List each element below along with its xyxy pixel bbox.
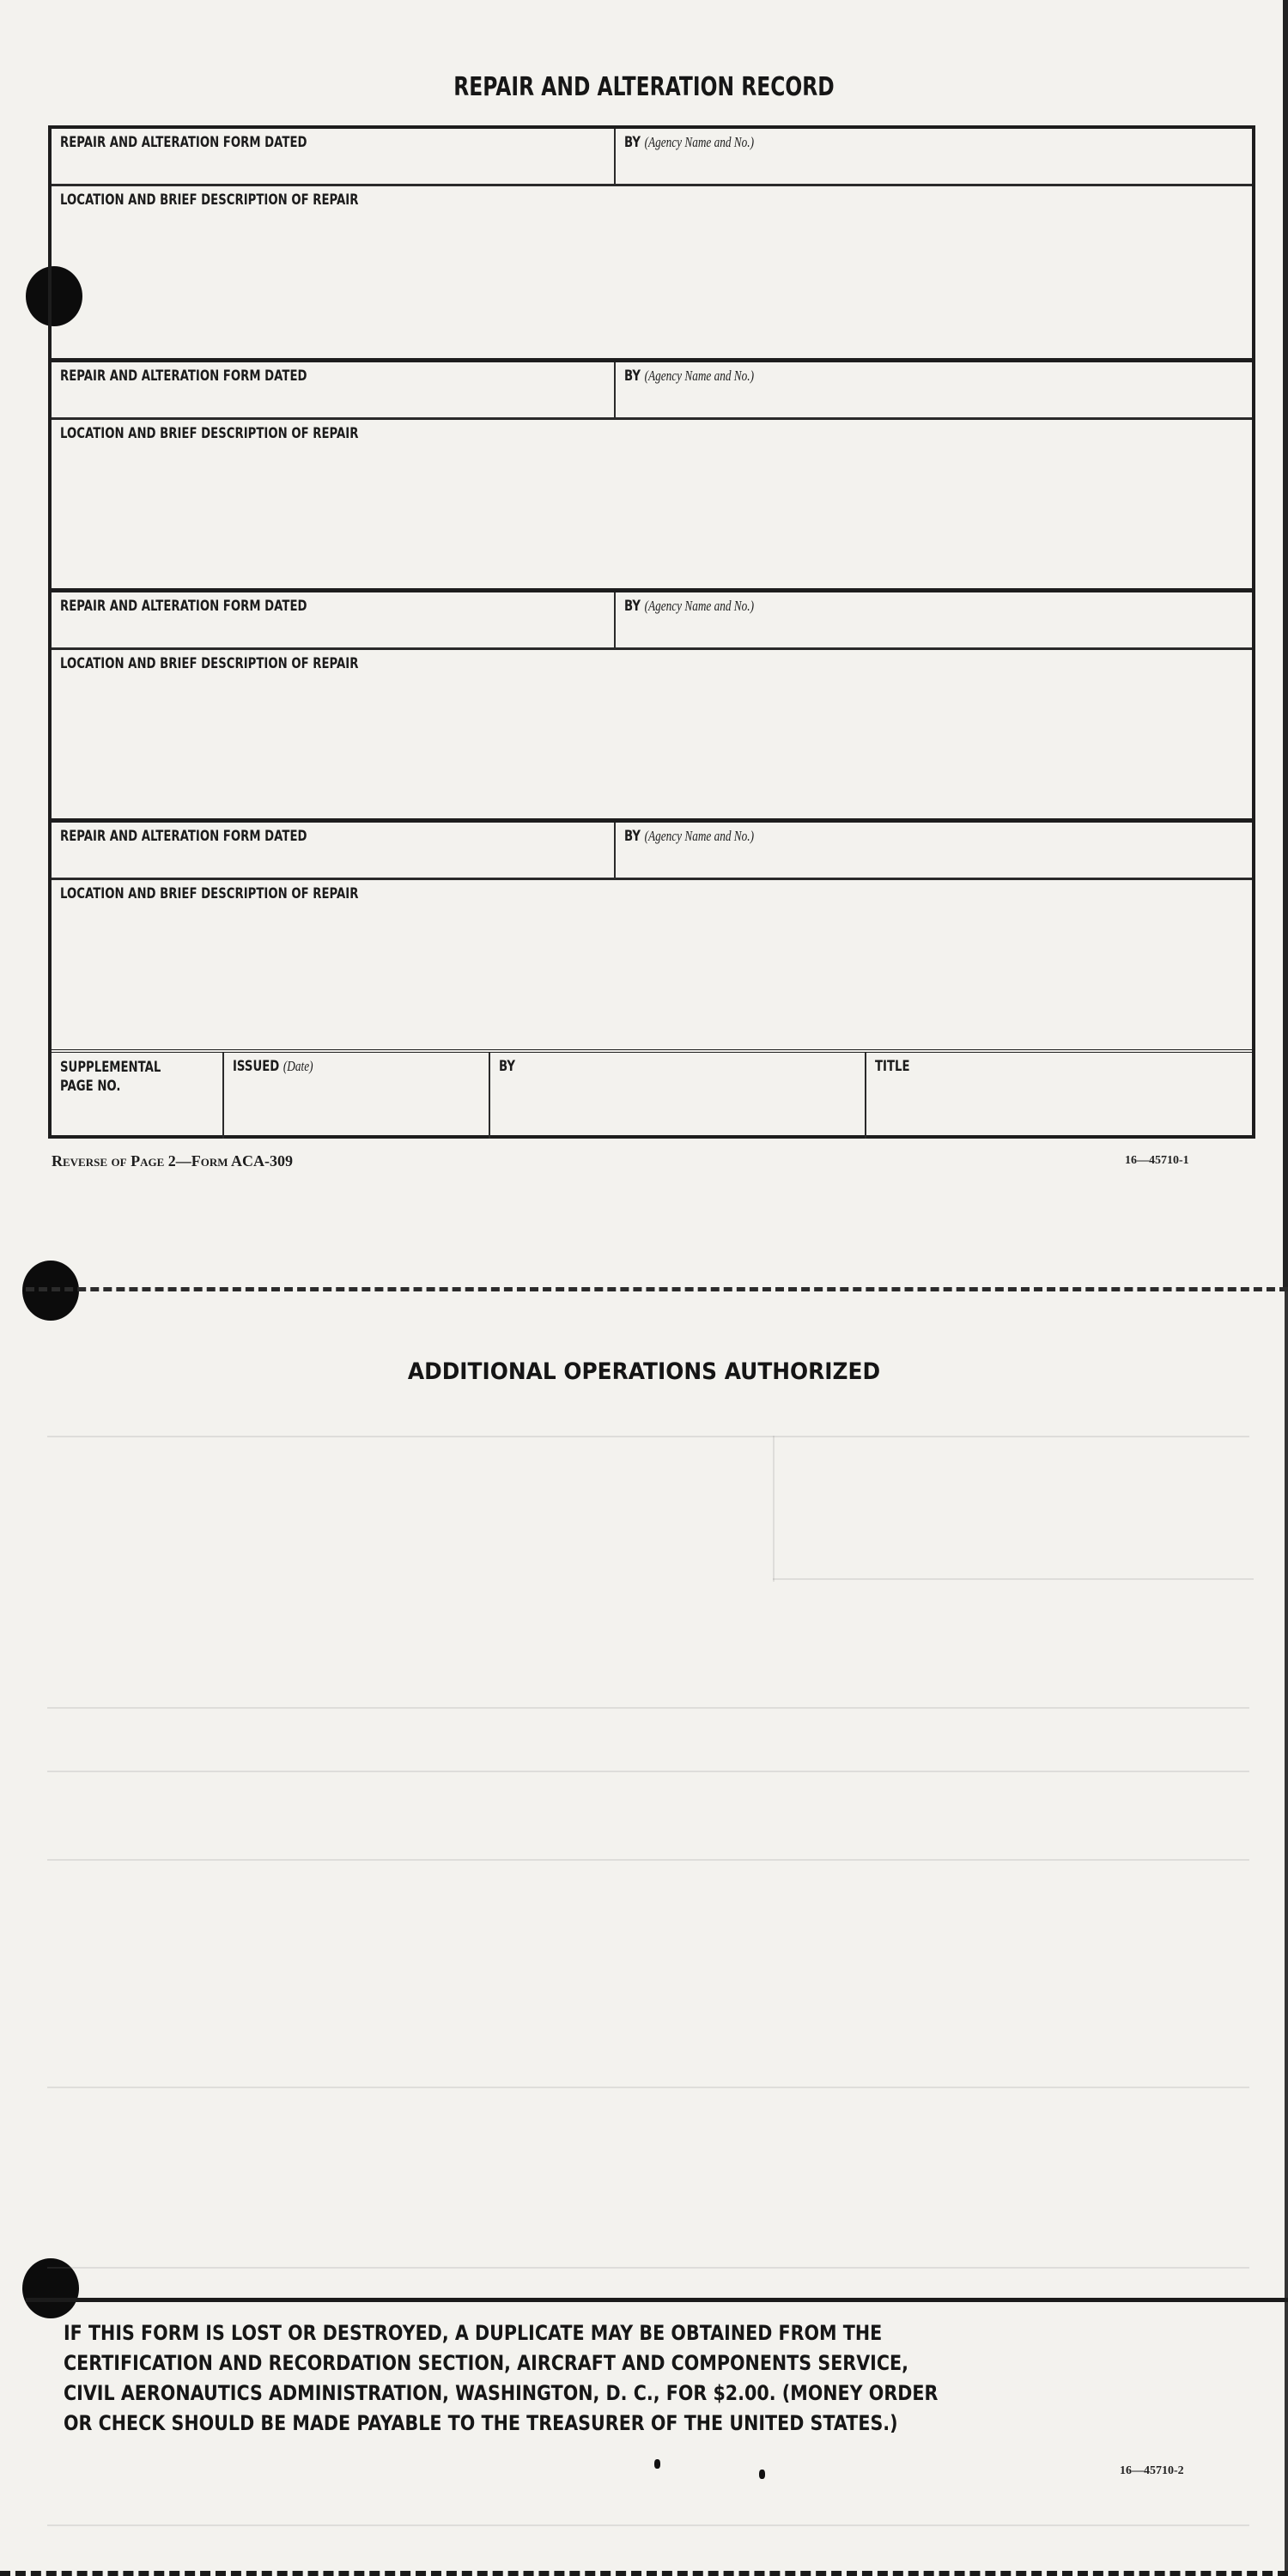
form-dated-label: REPAIR AND ALTERATION FORM DATED [60, 598, 307, 615]
notice-line: CIVIL AERONAUTICS ADMINISTRATION, WASHINGTON, D. C., FOR $2.00. (MONEY ORDER [64, 2381, 939, 2405]
agency-label: BY (Agency Name and No.) [624, 368, 755, 385]
agency-field[interactable] [616, 823, 1252, 878]
issued-date-field[interactable] [224, 1053, 490, 1139]
supplemental-by-field[interactable] [490, 1053, 866, 1139]
form-dated-field[interactable] [52, 823, 616, 878]
page-edge [1285, 1288, 1288, 2576]
duplicate-notice [64, 2318, 1257, 2439]
perforation-line [26, 1287, 1288, 1291]
supplemental-row [52, 1049, 1252, 1139]
ink-speck [654, 2459, 660, 2469]
description-field[interactable] [52, 417, 1252, 591]
form-dated-label: REPAIR AND ALTERATION FORM DATED [60, 828, 307, 845]
description-field[interactable] [52, 184, 1252, 361]
repair-entry-4 [52, 818, 1252, 1049]
repair-entry-2 [52, 358, 1252, 588]
form-reference: Reverse of Page 2—Form ACA-309 [52, 1152, 293, 1170]
additional-operations-area[interactable] [47, 1400, 1249, 2293]
repair-entry-1 [52, 129, 1252, 358]
agency-label: BY (Agency Name and No.) [624, 598, 755, 615]
bleed-through-line [47, 2524, 1249, 2526]
repair-entry-header [52, 818, 1252, 878]
ink-speck [759, 2470, 765, 2479]
divider [26, 2298, 1288, 2302]
agency-label: BY (Agency Name and No.) [624, 828, 755, 845]
notice-line: CERTIFICATION AND RECORDATION SECTION, AIRCRAFT AND COMPONENTS SERVICE, [64, 2351, 908, 2375]
repair-record-form [48, 125, 1255, 1139]
supplemental-by-label: BY [499, 1058, 515, 1075]
page-title: REPAIR AND ALTERATION RECORD [453, 72, 835, 102]
repair-entry-3 [52, 588, 1252, 818]
description-label: LOCATION AND BRIEF DESCRIPTION OF REPAIR [60, 425, 359, 442]
description-label: LOCATION AND BRIEF DESCRIPTION OF REPAIR [60, 191, 359, 209]
notice-line: IF THIS FORM IS LOST OR DESTROYED, A DUPLICATE MAY BE OBTAINED FROM THE [64, 2321, 883, 2345]
form-dated-field[interactable] [52, 362, 616, 417]
form-number: 16—45710-2 [1120, 2464, 1184, 2477]
form-dated-label: REPAIR AND ALTERATION FORM DATED [60, 368, 307, 385]
description-field[interactable] [52, 647, 1252, 821]
agency-field[interactable] [616, 362, 1252, 417]
repair-entry-header [52, 358, 1252, 417]
form-dated-field[interactable] [52, 592, 616, 647]
supplemental-page-no-field[interactable] [52, 1053, 224, 1139]
issued-date-label: ISSUED (Date) [233, 1058, 313, 1075]
supplemental-title-field[interactable] [866, 1053, 1252, 1139]
form-number: 16—45710-1 [1125, 1154, 1189, 1167]
agency-field[interactable] [616, 129, 1252, 184]
description-field[interactable] [52, 878, 1252, 1052]
agency-field[interactable] [616, 592, 1252, 647]
perforation-edge [0, 2571, 1288, 2576]
page-edge [1283, 0, 1288, 1288]
form-dated-label: REPAIR AND ALTERATION FORM DATED [60, 134, 307, 151]
description-label: LOCATION AND BRIEF DESCRIPTION OF REPAIR [60, 885, 359, 902]
repair-entry-header [52, 588, 1252, 647]
supplemental-page-no-label: SUPPLEMENTAL PAGE NO. [60, 1059, 161, 1095]
supplemental-title-label: TITLE [875, 1058, 910, 1075]
notice-line: OR CHECK SHOULD BE MADE PAYABLE TO THE TREASURER OF THE UNITED STATES.) [64, 2411, 898, 2435]
form-dated-field[interactable] [52, 129, 616, 184]
description-label: LOCATION AND BRIEF DESCRIPTION OF REPAIR [60, 655, 359, 672]
section-title: ADDITIONAL OPERATIONS AUTHORIZED [407, 1358, 881, 1385]
agency-label: BY (Agency Name and No.) [624, 134, 755, 151]
repair-entry-header [52, 129, 1252, 184]
